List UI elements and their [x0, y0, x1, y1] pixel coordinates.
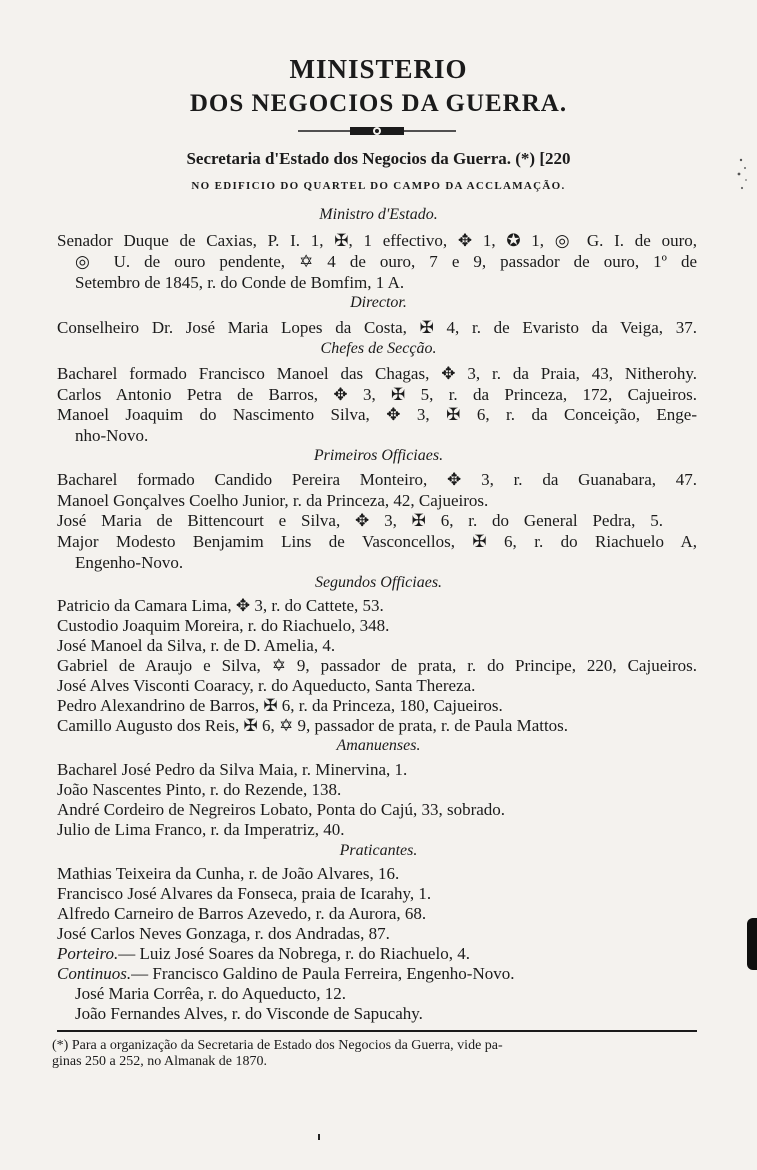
entry-line: Manoel Joaquim do Nascimento Silva, ✥ 3, ✠ 6, r. da Conceição, Enge-: [57, 405, 697, 424]
section-chefes: Chefes de Secção.: [320, 340, 437, 357]
continuos-label: Continuos.: [57, 964, 132, 983]
entry-line: José Maria de Bittencourt e Silva, ✥ 3, ✠ 6, r. do General Pedra, 5.: [57, 511, 663, 530]
footnote-rule: [57, 1030, 697, 1032]
section-ministro: Ministro d'Estado.: [319, 206, 438, 223]
page-title: MINISTERIO: [289, 54, 468, 84]
entry-line: Engenho-Novo.: [75, 553, 184, 572]
entry-line: Bacharel José Pedro da Silva Maia, r. Minervina, 1.: [57, 760, 408, 779]
edificio-heading: NO EDIFICIO DO QUARTEL DO CAMPO DA ACCLAMAÇÃO.: [191, 180, 566, 192]
entry-line: Bacharel formado Candido Pereira Monteiro, ✥ 3, r. da Guanabara, 47.: [57, 470, 697, 489]
entry-line: Alfredo Carneiro de Barros Azevedo, r. da Aurora, 68.: [57, 904, 427, 923]
entry-line: Custodio Joaquim Moreira, r. do Riachuelo, 348.: [57, 616, 390, 635]
entry-line: Setembro de 1845, r. do Conde de Bomfim, 1 A.: [75, 273, 405, 292]
entry-line: Carlos Antonio Petra de Barros, ✥ 3, ✠ 5, r. da Princeza, 172, Cajueiros.: [57, 385, 697, 404]
section-amanuenses: Amanuenses.: [336, 737, 421, 754]
entry-line: Francisco José Alvares da Fonseca, praia de Icarahy, 1.: [57, 884, 432, 903]
secretaria-heading: Secretaria d'Estado dos Negocios da Guerra. (*) [220: [186, 149, 571, 168]
porteiro-line: [57, 944, 697, 964]
continuos-text: — Francisco Galdino de Paula Ferreira, Engenho-Novo.: [131, 964, 515, 983]
entry-line: José Manoel da Silva, r. de D. Amelia, 4.: [57, 636, 336, 655]
entry-line: ◎ U. de ouro pendente, ✡ 4 de ouro, 7 e 9, passador de ouro, 1º de: [75, 252, 697, 271]
entry-line: Bacharel formado Francisco Manoel das Chagas, ✥ 3, r. da Praia, 43, Nitherohy.: [57, 364, 697, 383]
entry-line: João Nascentes Pinto, r. do Rezende, 138.: [57, 780, 342, 799]
entry-line: André Cordeiro de Negreiros Lobato, Ponta do Cajú, 33, sobrado.: [57, 800, 506, 819]
entry-line: José Alves Visconti Coaracy, r. do Aqueducto, Santa Thereza.: [57, 676, 476, 695]
entry-line: nho-Novo.: [75, 426, 149, 445]
section-praticantes: Praticantes.: [339, 842, 418, 859]
entry-line: Conselheiro Dr. José Maria Lopes da Costa, ✠ 4, r. de Evaristo da Veiga, 37.: [57, 318, 697, 337]
entry-line: Pedro Alexandrino de Barros, ✠ 6, r. da Princeza, 180, Cajueiros.: [57, 696, 503, 715]
entry-line: Senador Duque de Caxias, P. I. 1, ✠, 1 effectivo, ✥ 1, ✪ 1, ◎ G. I. de ouro,: [57, 231, 697, 250]
entry-line: Gabriel de Araujo e Silva, ✡ 9, passador de prata, r. do Principe, 220, Cajueiros.: [57, 656, 697, 675]
ornament-divider: [298, 124, 456, 138]
entry-line: Patricio da Camara Lima, ✥ 3, r. do Cattete, 53.: [57, 596, 384, 615]
section-director: Director.: [350, 294, 407, 311]
paper-blemish: [731, 150, 753, 198]
page-mark: [318, 1134, 320, 1140]
entry-line: Manoel Gonçalves Coelho Junior, r. da Princeza, 42, Cajueiros.: [57, 491, 489, 510]
page-subtitle: DOS NEGOCIOS DA GUERRA.: [189, 90, 568, 117]
continuos-line: [57, 964, 697, 984]
entry-line: Julio de Lima Franco, r. da Imperatriz, 40.: [57, 820, 345, 839]
footnote-line: (*) Para a organização da Secretaria de Estado dos Negocios da Guerra, vide pa-: [52, 1038, 503, 1053]
porteiro-label: Porteiro.: [57, 944, 119, 963]
binding-mark: [747, 918, 757, 970]
entry-line: Mathias Teixeira da Cunha, r. de João Alvares, 16.: [57, 864, 400, 883]
entry-line: José Carlos Neves Gonzaga, r. dos Andradas, 87.: [57, 924, 390, 943]
footnote-line: ginas 250 a 252, no Almanak de 1870.: [52, 1054, 268, 1069]
entry-line: José Maria Corrêa, r. do Aqueducto, 12.: [75, 984, 346, 1003]
entry-line: Camillo Augusto dos Reis, ✠ 6, ✡ 9, passador de prata, r. de Paula Mattos.: [57, 716, 569, 735]
porteiro-text: — Luiz José Soares da Nobrega, r. do Riachuelo, 4.: [118, 944, 470, 963]
section-primeiros: Primeiros Officiaes.: [313, 447, 444, 464]
entry-line: Major Modesto Benjamim Lins de Vasconcellos, ✠ 6, r. do Riachuelo A,: [57, 532, 697, 551]
section-segundos: Segundos Officiaes.: [314, 574, 443, 591]
entry-line: João Fernandes Alves, r. do Visconde de Sapucahy.: [75, 1004, 423, 1023]
